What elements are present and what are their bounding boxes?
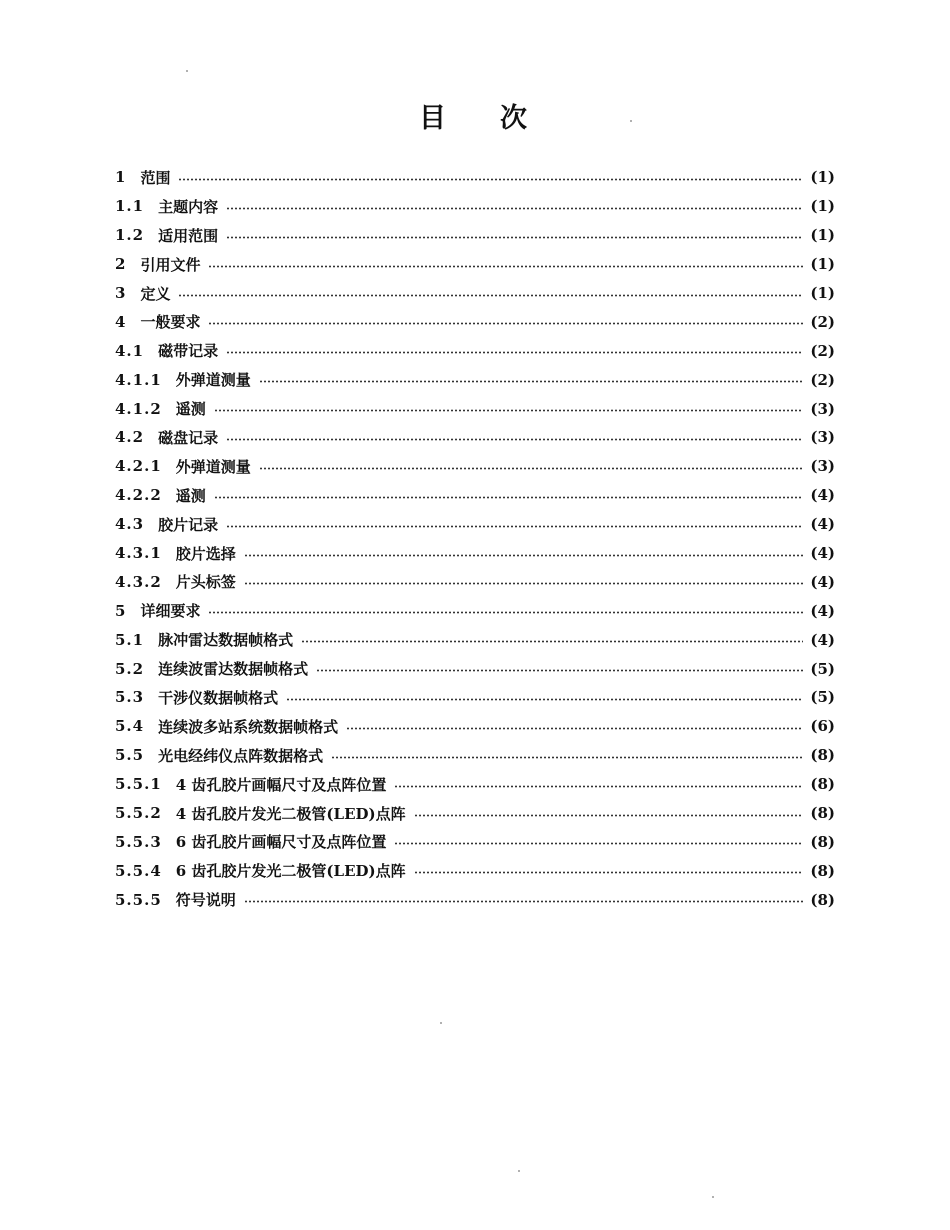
toc-entry-page: (8) xyxy=(810,746,835,765)
toc-entry-label: 脉冲雷达数据帧格式 xyxy=(158,631,294,650)
title-char-1: 目 xyxy=(419,103,450,134)
dot-leader xyxy=(414,871,803,874)
toc-entry[interactable] xyxy=(115,712,835,741)
scan-speck xyxy=(712,1196,714,1198)
dot-leader xyxy=(226,351,803,354)
table-of-contents xyxy=(115,163,835,914)
toc-entry-label: 一般要求 xyxy=(140,313,201,332)
toc-entry-number: 5.5.1 xyxy=(115,775,162,794)
toc-entry[interactable] xyxy=(115,163,835,192)
dot-leader xyxy=(346,727,803,730)
dot-leader xyxy=(394,842,803,845)
toc-entry-page: (1) xyxy=(810,197,835,216)
toc-entry[interactable] xyxy=(115,307,835,336)
toc-entry-number: 3 xyxy=(115,284,127,302)
toc-entry-label: 磁带记录 xyxy=(158,342,219,361)
toc-entry-label: 遥测 xyxy=(175,400,206,419)
toc-entry-label: 外弹道测量 xyxy=(175,457,251,476)
toc-entry[interactable] xyxy=(115,221,835,250)
toc-entry-label: 胶片记录 xyxy=(158,515,219,534)
toc-entry[interactable] xyxy=(115,481,835,510)
toc-entry-page: (4) xyxy=(810,486,835,505)
toc-entry-label: 范围 xyxy=(140,168,171,187)
toc-entry-label: 片头标签 xyxy=(175,573,236,592)
toc-entry-number: 4.2.1 xyxy=(115,457,162,476)
toc-entry-number: 4.1 xyxy=(115,341,145,360)
dot-leader xyxy=(178,178,803,181)
toc-entry[interactable] xyxy=(115,279,835,308)
dot-leader xyxy=(214,496,803,499)
toc-entry[interactable] xyxy=(115,539,835,568)
toc-entry-number: 1.2 xyxy=(115,226,145,245)
toc-entry-number: 5 xyxy=(115,601,127,620)
toc-entry[interactable] xyxy=(115,567,835,596)
scan-speck xyxy=(518,1170,520,1172)
toc-entry-page: (8) xyxy=(810,832,835,851)
toc-entry-page: (3) xyxy=(810,428,835,447)
dot-leader xyxy=(244,554,803,557)
toc-entry-number: 5.5.5 xyxy=(115,890,162,909)
toc-entry-label: 定义 xyxy=(140,284,171,303)
dot-leader xyxy=(208,322,803,325)
toc-entry[interactable] xyxy=(115,770,835,799)
toc-entry[interactable] xyxy=(115,250,835,279)
toc-entry-number: 4.3.1 xyxy=(115,544,162,563)
toc-entry[interactable] xyxy=(115,799,835,828)
toc-entry-number: 5.3 xyxy=(115,688,145,707)
toc-entry-number: 4.1.1 xyxy=(115,370,162,389)
toc-entry-number: 5.1 xyxy=(115,630,145,649)
toc-entry[interactable] xyxy=(115,423,835,452)
toc-entry-number: 5.5.4 xyxy=(115,861,162,880)
toc-entry[interactable] xyxy=(115,192,835,221)
toc-entry-label: 胶片选择 xyxy=(175,544,236,563)
toc-entry-number: 4 xyxy=(115,312,127,331)
toc-entry-number: 4.2.2 xyxy=(115,486,162,505)
toc-entry[interactable] xyxy=(115,365,835,394)
toc-entry[interactable] xyxy=(115,394,835,423)
toc-entry-label: 干涉仪数据帧格式 xyxy=(158,688,279,707)
toc-entry-label: 4 齿孔胶片画幅尺寸及点阵位置 xyxy=(175,775,387,794)
toc-entry-label: 连续波多站系统数据帧格式 xyxy=(158,717,339,736)
toc-entry-page: (1) xyxy=(810,226,835,245)
toc-entry-page: (4) xyxy=(810,572,835,591)
toc-entry-page: (8) xyxy=(810,775,835,794)
toc-entry[interactable] xyxy=(115,885,835,914)
toc-entry-page: (2) xyxy=(810,341,835,360)
dot-leader xyxy=(414,814,803,817)
toc-entry-label: 6 齿孔胶片画幅尺寸及点阵位置 xyxy=(175,833,387,852)
dot-leader xyxy=(331,756,803,759)
toc-entry-page: (4) xyxy=(810,544,835,563)
toc-entry-label: 适用范围 xyxy=(158,226,219,245)
toc-entry-label: 详细要求 xyxy=(140,602,201,621)
dot-leader xyxy=(208,265,803,268)
title-char-2: 次 xyxy=(500,103,531,134)
dot-leader xyxy=(226,438,803,441)
toc-entry-page: (5) xyxy=(810,688,835,707)
toc-entry-number: 1.1 xyxy=(115,197,145,216)
toc-entry-label: 主题内容 xyxy=(158,197,219,216)
dot-leader xyxy=(244,900,803,903)
toc-entry-number: 4.3.2 xyxy=(115,572,162,591)
dot-leader xyxy=(286,698,803,701)
toc-entry-number: 4.2 xyxy=(115,428,145,447)
dot-leader xyxy=(244,582,803,585)
dot-leader xyxy=(226,236,803,239)
toc-entry[interactable] xyxy=(115,856,835,885)
toc-entry-page: (8) xyxy=(810,890,835,909)
toc-entry[interactable] xyxy=(115,683,835,712)
toc-entry-number: 1 xyxy=(115,168,127,187)
dot-leader xyxy=(259,467,803,470)
toc-entry[interactable] xyxy=(115,452,835,481)
dot-leader xyxy=(394,785,803,788)
toc-entry-page: (6) xyxy=(810,717,835,736)
toc-entry[interactable] xyxy=(115,336,835,365)
toc-entry-number: 5.5 xyxy=(115,746,145,765)
toc-entry-label: 光电经纬仪点阵数据格式 xyxy=(158,746,324,765)
toc-entry-label: 连续波雷达数据帧格式 xyxy=(158,660,309,679)
toc-entry-number: 4.3 xyxy=(115,515,145,534)
toc-entry-page: (2) xyxy=(810,370,835,389)
toc-entry[interactable] xyxy=(115,510,835,539)
dot-leader xyxy=(226,207,803,210)
toc-entry-page: (4) xyxy=(810,630,835,649)
toc-entry-page: (2) xyxy=(810,312,835,331)
dot-leader xyxy=(259,380,803,383)
toc-entry-page: (4) xyxy=(810,601,835,620)
toc-entry-label: 6 齿孔胶片发光二极管(LED)点阵 xyxy=(175,862,406,881)
toc-entry-number: 5.5.2 xyxy=(115,804,162,823)
toc-entry-page: (1) xyxy=(810,284,835,302)
dot-leader xyxy=(316,669,803,672)
scan-speck xyxy=(630,120,632,122)
toc-entry-number: 5.2 xyxy=(115,659,145,678)
toc-entry-page: (4) xyxy=(810,515,835,534)
toc-entry-page: (1) xyxy=(810,255,835,274)
toc-entry-page: (3) xyxy=(810,399,835,418)
page-title xyxy=(0,96,950,135)
toc-entry-number: 4.1.2 xyxy=(115,399,162,418)
toc-entry-page: (8) xyxy=(810,861,835,880)
toc-entry-page: (8) xyxy=(810,804,835,823)
toc-entry-page: (1) xyxy=(810,168,835,187)
toc-entry-page: (3) xyxy=(810,457,835,476)
toc-entry-label: 遥测 xyxy=(175,486,206,505)
dot-leader xyxy=(178,294,803,297)
toc-entry-number: 5.4 xyxy=(115,717,145,736)
toc-entry[interactable] xyxy=(115,741,835,770)
scan-speck xyxy=(440,1022,442,1024)
toc-entry[interactable] xyxy=(115,596,835,625)
toc-entry-number: 2 xyxy=(115,255,127,274)
toc-entry[interactable] xyxy=(115,654,835,683)
dot-leader xyxy=(301,640,803,643)
toc-entry-label: 磁盘记录 xyxy=(158,428,219,447)
toc-entry-label: 外弹道测量 xyxy=(175,371,251,390)
toc-entry[interactable] xyxy=(115,625,835,654)
toc-entry-label: 符号说明 xyxy=(175,891,236,910)
toc-entry-page: (5) xyxy=(810,659,835,678)
toc-entry-label: 4 齿孔胶片发光二极管(LED)点阵 xyxy=(175,804,406,823)
toc-entry-label: 引用文件 xyxy=(140,255,201,274)
toc-entry-number: 5.5.3 xyxy=(115,832,162,851)
scan-speck xyxy=(186,70,188,72)
dot-leader xyxy=(214,409,803,412)
dot-leader xyxy=(226,525,803,528)
dot-leader xyxy=(208,611,803,614)
toc-entry[interactable] xyxy=(115,827,835,856)
